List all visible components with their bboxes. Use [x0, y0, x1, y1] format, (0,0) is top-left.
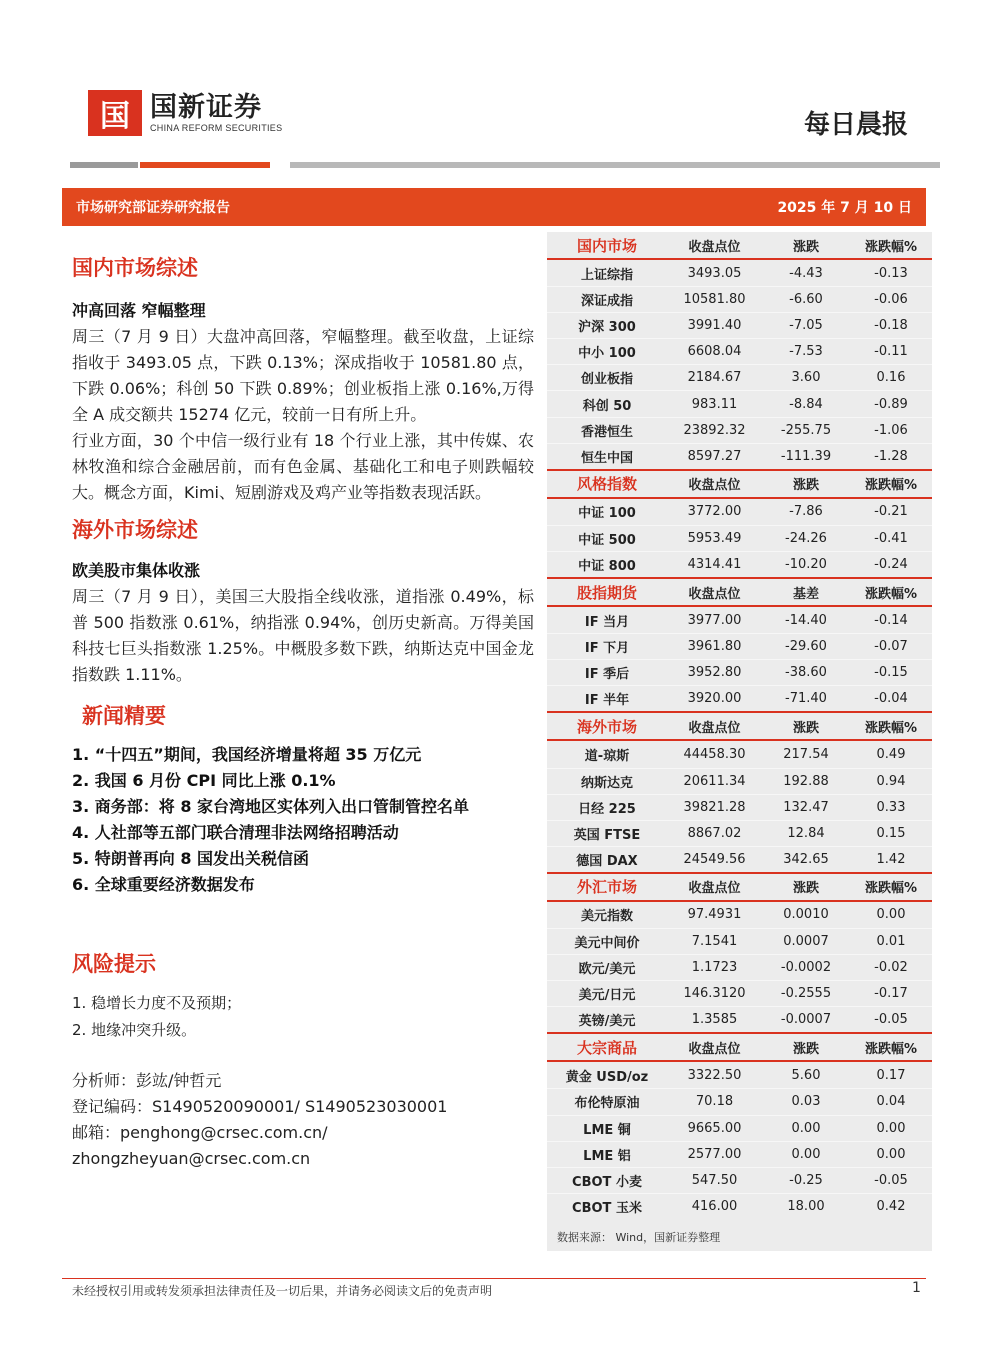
table-cell: 0.94 — [876, 773, 906, 789]
table-header-cell: 收盘点位 — [688, 239, 741, 255]
table-row — [547, 390, 932, 416]
table-cell: -71.40 — [785, 691, 827, 707]
table-cell: 布伦特原油 — [574, 1096, 640, 1112]
analyst-name: 分析师：彭竑/钟哲元 — [72, 1071, 222, 1090]
table-header-cell: 涨跌幅% — [864, 720, 918, 736]
table-row — [547, 741, 932, 767]
table-header-cell: 外汇市场 — [576, 878, 637, 897]
table-row — [547, 1167, 932, 1193]
table-header-cell: 收盘点位 — [688, 720, 741, 736]
news-item: 5. 特朗普再向 8 国发出关税信函 — [72, 849, 310, 868]
domestic-subtitle: 冲高回落 窄幅整理 — [72, 301, 206, 320]
table-cell: -29.60 — [785, 639, 827, 655]
data-source-note: 数据来源： Wind，国新证券整理 — [557, 1230, 721, 1244]
domestic-title: 国内市场综述 — [72, 255, 198, 280]
table-row — [547, 443, 932, 469]
analyst-email-2[interactable]: zhongzheyuan@crsec.com.cn — [72, 1149, 311, 1168]
table-row — [547, 633, 932, 659]
table-cell: -1.28 — [874, 448, 908, 464]
table-header-cell: 收盘点位 — [688, 586, 741, 602]
table-cell: -7.86 — [789, 504, 823, 520]
table-cell: -0.04 — [874, 691, 908, 707]
header-divider-gray — [70, 162, 138, 168]
logo-cn: 国新证券 — [150, 92, 262, 123]
table-cell: 0.33 — [876, 799, 906, 815]
table-row — [547, 364, 932, 390]
table-cell: -38.60 — [785, 665, 827, 681]
table-row — [547, 260, 932, 286]
table-cell: 沪深 300 — [578, 320, 636, 336]
table-cell: 1.3585 — [691, 1012, 738, 1028]
news-item: 6. 全球重要经济数据发布 — [72, 875, 255, 894]
table-cell: 道-琼斯 — [584, 748, 630, 764]
company-logo — [88, 90, 282, 136]
table-cell: 3977.00 — [687, 612, 742, 628]
table-cell: 5.60 — [791, 1067, 821, 1083]
table-cell: -0.0002 — [780, 960, 832, 976]
domestic-para-1: 周三（7 月 9 日）大盘冲高回落，窄幅整理。截至收盘，上证综指收于 3493.05 点，下跌 0.13%；深成指收于 10581.80 点，下跌 0.06%；科创 50 下跌 0.89%；创业板指上涨 0.16%,万得全 A 成交额共 15274 亿元，较前一日有所上升。 — [72, 327, 534, 424]
table-cell: 科创 50 — [582, 398, 632, 414]
table-cell: 0.04 — [876, 1094, 906, 1110]
risk-item: 2. 地缘冲突升级。 — [72, 1021, 197, 1039]
table-header-row — [547, 874, 932, 902]
table-header-cell: 涨跌 — [792, 239, 819, 255]
news-item: 3. 商务部：将 8 家台湾地区实体列入出口管制管控名单 — [72, 797, 470, 816]
table-cell: -14.40 — [785, 612, 827, 628]
table-cell: 24549.56 — [683, 851, 746, 867]
table-group — [547, 1032, 932, 1219]
logo-mark: 国 — [88, 90, 142, 136]
table-header-cell: 涨跌幅% — [864, 881, 918, 897]
table-header-cell: 涨跌 — [792, 720, 819, 736]
table-row — [547, 417, 932, 443]
table-header-cell: 涨跌 — [792, 1041, 819, 1057]
table-cell: 192.88 — [783, 773, 829, 789]
table-cell: 3952.80 — [687, 665, 742, 681]
table-cell: IF 当月 — [584, 614, 630, 630]
table-row — [547, 928, 932, 954]
table-cell: 香港恒生 — [580, 424, 633, 440]
news-item: 4. 人社部等五部门联合清理非法网络招聘活动 — [72, 823, 399, 842]
table-cell: 146.3120 — [683, 986, 746, 1002]
table-cell: LME 铝 — [583, 1148, 631, 1164]
table-cell: 英镑/美元 — [578, 1014, 636, 1030]
table-cell: 0.0010 — [783, 907, 829, 923]
risk-list — [72, 990, 534, 1044]
table-cell: 日经 225 — [578, 801, 636, 817]
table-cell: -10.20 — [785, 556, 827, 572]
report-banner — [62, 188, 926, 226]
table-cell: 44458.30 — [683, 746, 746, 762]
overseas-title: 海外市场综述 — [72, 517, 198, 542]
table-cell: 10581.80 — [683, 292, 746, 308]
table-cell: 9665.00 — [687, 1120, 742, 1136]
table-row — [547, 499, 932, 525]
table-cell: 342.65 — [783, 851, 829, 867]
table-cell: 0.16 — [876, 370, 906, 386]
overseas-subtitle: 欧美股市集体收涨 — [72, 561, 201, 580]
table-cell: 0.0007 — [783, 934, 829, 950]
table-cell: 美元指数 — [580, 909, 633, 925]
table-row — [547, 954, 932, 980]
table-cell: -7.05 — [789, 318, 823, 334]
table-cell: 217.54 — [783, 746, 829, 762]
table-header-cell: 大宗商品 — [576, 1038, 637, 1057]
table-cell: 70.18 — [695, 1094, 734, 1110]
table-cell: -6.60 — [789, 292, 823, 308]
table-cell: 39821.28 — [683, 799, 746, 815]
table-cell: 4314.41 — [687, 556, 742, 572]
header-divider-gray-long — [290, 162, 940, 168]
table-row — [547, 846, 932, 872]
table-cell: 0.17 — [876, 1067, 906, 1083]
table-group — [547, 711, 932, 871]
logo-text — [150, 93, 282, 133]
table-cell: IF 半年 — [584, 693, 630, 709]
table-cell: 12.84 — [787, 825, 825, 841]
table-cell: 上证综指 — [580, 267, 633, 283]
footer-disclaimer: 未经授权引用或转发须承担法律责任及一切后果，并请务必阅读文后的免责声明 — [72, 1284, 493, 1298]
table-cell: 547.50 — [691, 1172, 738, 1188]
table-header-row — [547, 713, 932, 741]
table-group — [547, 469, 932, 577]
report-name: 每日晨报 — [803, 110, 908, 140]
table-cell: 创业板指 — [580, 372, 633, 388]
news-item: 2. 我国 6 月份 CPI 同比上涨 0.1% — [72, 771, 336, 790]
table-cell: -0.06 — [874, 292, 908, 308]
table-header-cell: 收盘点位 — [688, 881, 741, 897]
table-header-cell: 涨跌 — [792, 478, 819, 494]
table-cell: 中证 800 — [578, 558, 636, 574]
table-header-row — [547, 579, 932, 607]
table-cell: 英国 FTSE — [573, 827, 641, 843]
table-header-row — [547, 1034, 932, 1062]
table-cell: -255.75 — [780, 422, 832, 438]
table-header-row — [547, 471, 932, 499]
table-row — [547, 607, 932, 633]
table-cell: 3772.00 — [687, 504, 742, 520]
table-header-cell: 风格指数 — [576, 475, 637, 494]
table-row — [547, 659, 932, 685]
table-row — [547, 338, 932, 364]
table-cell: 132.47 — [783, 799, 829, 815]
table-header-cell: 收盘点位 — [688, 478, 741, 494]
table-row — [547, 1088, 932, 1114]
table-cell: 3493.05 — [687, 265, 742, 281]
table-header-cell: 收盘点位 — [688, 1041, 741, 1057]
table-cell: 0.00 — [791, 1120, 821, 1136]
table-row — [547, 794, 932, 820]
risk-title: 风险提示 — [72, 951, 156, 976]
table-row — [547, 1193, 932, 1219]
table-header-cell: 涨跌幅% — [864, 239, 918, 255]
table-cell: -0.17 — [874, 986, 908, 1002]
table-cell: 美元/日元 — [578, 988, 636, 1004]
table-header-cell: 涨跌 — [792, 881, 819, 897]
table-row — [547, 525, 932, 551]
table-row — [547, 820, 932, 846]
table-header-cell: 涨跌幅% — [864, 1041, 918, 1057]
table-row — [547, 980, 932, 1006]
table-row — [547, 685, 932, 711]
table-row — [547, 286, 932, 312]
table-cell: -4.43 — [789, 265, 823, 281]
table-cell: 黄金 USD/oz — [565, 1069, 649, 1085]
news-item: 1. “十四五”期间，我国经济增量将超 35 万亿元 — [72, 745, 422, 764]
table-cell: -24.26 — [785, 530, 827, 546]
table-cell: 6608.04 — [687, 344, 742, 360]
table-cell: -8.84 — [789, 396, 823, 412]
table-cell: -0.05 — [874, 1012, 908, 1028]
table-cell: -0.24 — [874, 556, 908, 572]
overseas-para: 周三（7 月 9 日），美国三大股指全线收涨，道指涨 0.49%，标普 500 指数涨 0.61%，纳指涨 0.94%，创历史新高。万得美国科技七巨头指数涨 1.25%。中概股多数下跌，纳斯达克中国金龙指数跌 1.11%。 — [72, 587, 534, 684]
table-cell: 2184.67 — [687, 370, 742, 386]
table-cell: 0.03 — [791, 1094, 821, 1110]
table-cell: 德国 DAX — [576, 853, 638, 869]
table-row — [547, 312, 932, 338]
table-cell: 0.15 — [876, 825, 906, 841]
analyst-email[interactable]: 邮箱：penghong@crsec.com.cn/ — [72, 1123, 328, 1142]
table-cell: 983.11 — [691, 396, 738, 412]
table-header-cell: 国内市场 — [576, 236, 637, 255]
table-cell: 2577.00 — [687, 1146, 742, 1162]
table-cell: IF 下月 — [584, 641, 630, 657]
table-row — [547, 768, 932, 794]
table-cell: CBOT 小麦 — [572, 1174, 642, 1190]
table-header-cell: 涨跌幅% — [864, 478, 918, 494]
table-cell: 中证 100 — [578, 506, 636, 522]
table-cell: 纳斯达克 — [580, 775, 633, 791]
table-cell: -0.07 — [874, 639, 908, 655]
table-cell: -0.25 — [789, 1172, 823, 1188]
table-cell: 3.60 — [791, 370, 821, 386]
banner-title: 市场研究部证券研究报告 — [76, 200, 230, 216]
table-cell: 0.00 — [876, 907, 906, 923]
table-cell: 1.1723 — [691, 960, 738, 976]
table-cell: 5953.49 — [687, 530, 742, 546]
table-cell: 18.00 — [787, 1198, 825, 1214]
table-row — [547, 551, 932, 577]
table-cell: -111.39 — [780, 448, 832, 464]
table-cell: -0.2555 — [780, 986, 832, 1002]
table-cell: -0.18 — [874, 318, 908, 334]
page-number: 1 — [912, 1280, 921, 1296]
table-cell: 0.01 — [876, 934, 906, 950]
table-cell: 0.49 — [876, 746, 906, 762]
table-cell: 恒生中国 — [580, 450, 633, 466]
table-cell: 0.00 — [876, 1120, 906, 1136]
table-row — [547, 902, 932, 928]
table-cell: 中证 500 — [578, 532, 636, 548]
table-header-cell: 股指期货 — [576, 583, 637, 602]
market-data-table — [547, 232, 932, 1251]
table-cell: -0.41 — [874, 530, 908, 546]
table-cell: 0.00 — [791, 1146, 821, 1162]
table-cell: -0.21 — [874, 504, 908, 520]
table-cell: -7.53 — [789, 344, 823, 360]
table-cell: 0.00 — [876, 1146, 906, 1162]
table-cell: 416.00 — [691, 1198, 738, 1214]
table-cell: -0.15 — [874, 665, 908, 681]
table-cell: -0.02 — [874, 960, 908, 976]
table-cell: -0.89 — [874, 396, 908, 412]
table-row — [547, 1062, 932, 1088]
header-divider-orange — [140, 162, 270, 168]
table-cell: 23892.32 — [683, 422, 746, 438]
table-cell: 欧元/美元 — [578, 962, 636, 978]
table-cell: 3920.00 — [687, 691, 742, 707]
table-cell: 8867.02 — [687, 825, 742, 841]
left-column — [72, 252, 534, 1172]
table-cell: 美元中间价 — [574, 936, 640, 952]
news-title: 新闻精要 — [82, 703, 166, 728]
table-cell: -0.0007 — [780, 1012, 832, 1028]
table-cell: -0.05 — [874, 1172, 908, 1188]
table-cell: 20611.34 — [683, 773, 746, 789]
table-cell: 8597.27 — [687, 448, 742, 464]
table-cell: 3991.40 — [687, 318, 742, 334]
table-cell: 中小 100 — [578, 346, 636, 362]
logo-en: CHINA REFORM SECURITIES — [150, 123, 283, 133]
banner-date: 2025 年 7 月 10 日 — [777, 200, 912, 216]
table-cell: LME 铜 — [583, 1122, 631, 1138]
table-group — [547, 232, 932, 469]
analyst-code: 登记编码：S1490520090001/ S1490523030001 — [72, 1097, 448, 1116]
table-row — [547, 1006, 932, 1032]
table-cell: 7.1541 — [691, 934, 738, 950]
table-header-cell: 基差 — [792, 586, 819, 602]
table-cell: 深证成指 — [580, 294, 633, 310]
table-cell: 3322.50 — [687, 1067, 742, 1083]
table-cell: CBOT 玉米 — [572, 1200, 642, 1216]
table-cell: 1.42 — [876, 851, 906, 867]
table-row — [547, 1115, 932, 1141]
table-cell: -1.06 — [874, 422, 908, 438]
risk-item: 1. 稳增长力度不及预期； — [72, 994, 242, 1012]
table-header-row — [547, 232, 932, 260]
footer-divider — [62, 1278, 926, 1279]
table-header-cell: 涨跌幅% — [864, 586, 918, 602]
table-cell: -0.11 — [874, 344, 908, 360]
news-list — [72, 742, 534, 898]
table-cell: -0.14 — [874, 612, 908, 628]
analyst-block — [72, 1068, 534, 1172]
table-group — [547, 872, 932, 1032]
domestic-para-2: 行业方面，30 个中信一级行业有 18 个行业上涨，其中传媒、农林牧渔和综合金融居前，而有色金属、基础化工和电子则跌幅较大。概念方面，Kimi、短剧游戏及鸡产业等指数表现活跃。 — [72, 431, 534, 502]
table-cell: 0.42 — [876, 1198, 906, 1214]
table-cell: 3961.80 — [687, 639, 742, 655]
table-header-cell: 海外市场 — [576, 717, 637, 736]
table-group — [547, 577, 932, 711]
table-cell: -0.13 — [874, 265, 908, 281]
table-cell: 97.4931 — [687, 907, 742, 923]
table-cell: IF 季后 — [584, 667, 630, 683]
table-row — [547, 1141, 932, 1167]
